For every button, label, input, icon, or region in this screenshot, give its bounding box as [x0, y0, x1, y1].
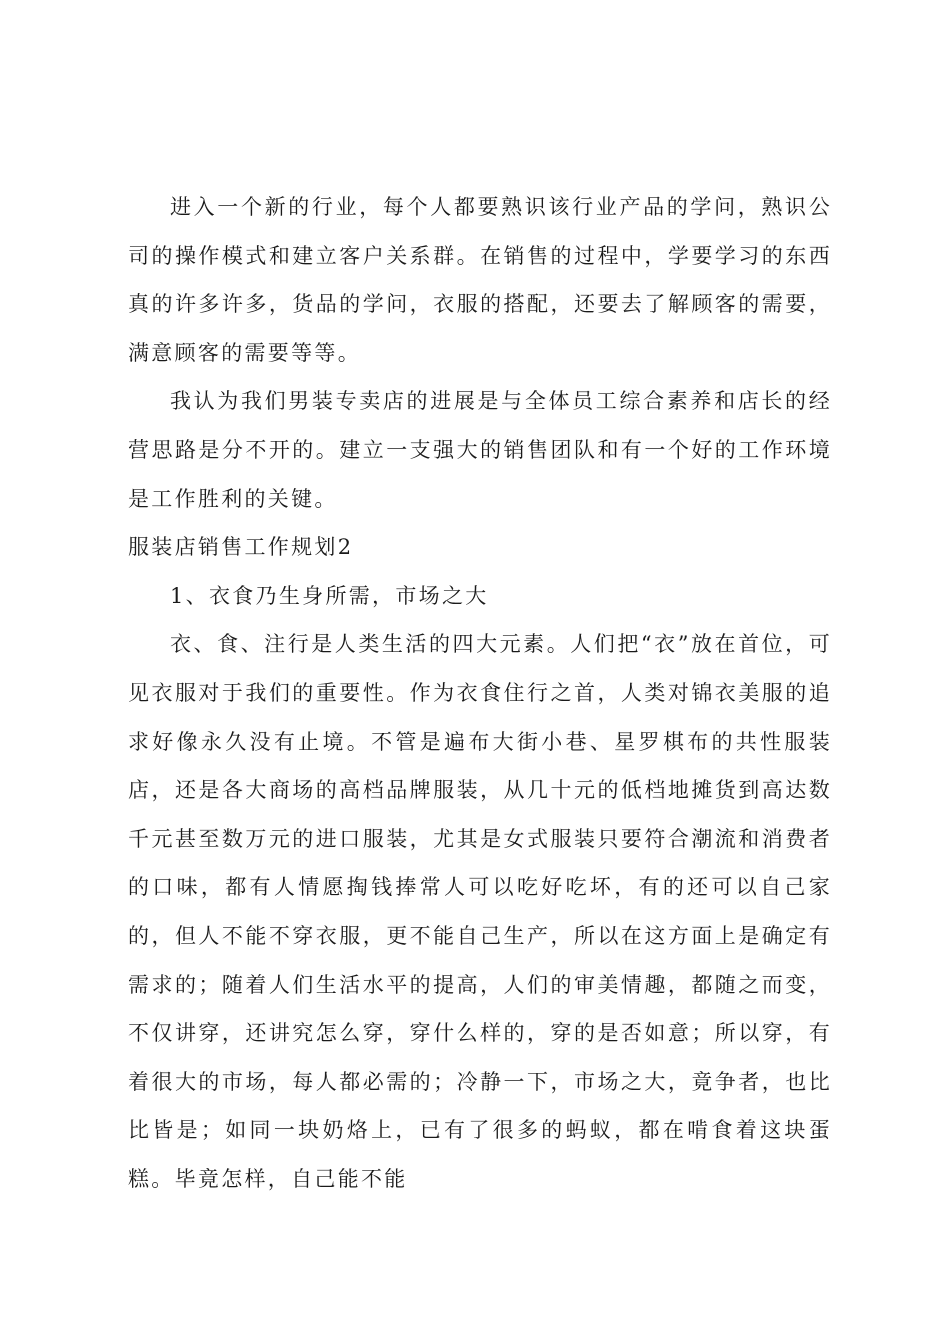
section-title: 服装店销售工作规划2	[128, 535, 354, 560]
paragraph-team-environment: 我认为我们男装专卖店的进展是与全体员工综合素养和店长的经营思路是分不开的。建立一支强大的销售团队和有一个好的工作环境是工作胜利的关键。	[128, 389, 832, 511]
paragraph-industry-knowledge: 进入一个新的行业，每个人都要熟识该行业产品的学问，熟识公司的操作模式和建立客户关系群。在销售的过程中，学要学习的东西真的许多许多，货品的学问，衣服的搭配，还要去了解顾客的需要，满意顾客的需要等等。	[128, 195, 832, 365]
document-page	[128, 183, 832, 1203]
subsection-title: 1、衣食乃生身所需，市场之大	[170, 583, 489, 608]
paragraph-clothing-market: 衣、食、注行是人类生活的四大元素。人们把“衣”放在首位，可见衣服对于我们的重要性。作为衣食住行之首，人类对锦衣美服的追求好像永久没有止境。不管是遍布大街小巷、星罗棋布的共性服装店，还是各大商场的高档品牌服装，从几十元的低档地摊货到高达数千元甚至数万元的进口服装，尤其是女式服装只要符合潮流和消费者的口味，都有人情愿掏钱捧常人可以吃好吃坏，有的还可以自己家的，但人不能不穿衣服，更不能自己生产，所以在这方面上是确定有需求的；随着人们生活水平的提高，人们的审美情趣，都随之而变，不仅讲穿，还讲究怎么穿，穿什么样的，穿的是否如意；所以穿，有着很大的市场，每人都必需的；冷静一下，市场之大，竟争者，也比比皆是；如同一块奶烙上，已有了很多的蚂蚁，都在啃食着这块蛋糕。毕竟怎样，自己能不能	[128, 632, 832, 1191]
